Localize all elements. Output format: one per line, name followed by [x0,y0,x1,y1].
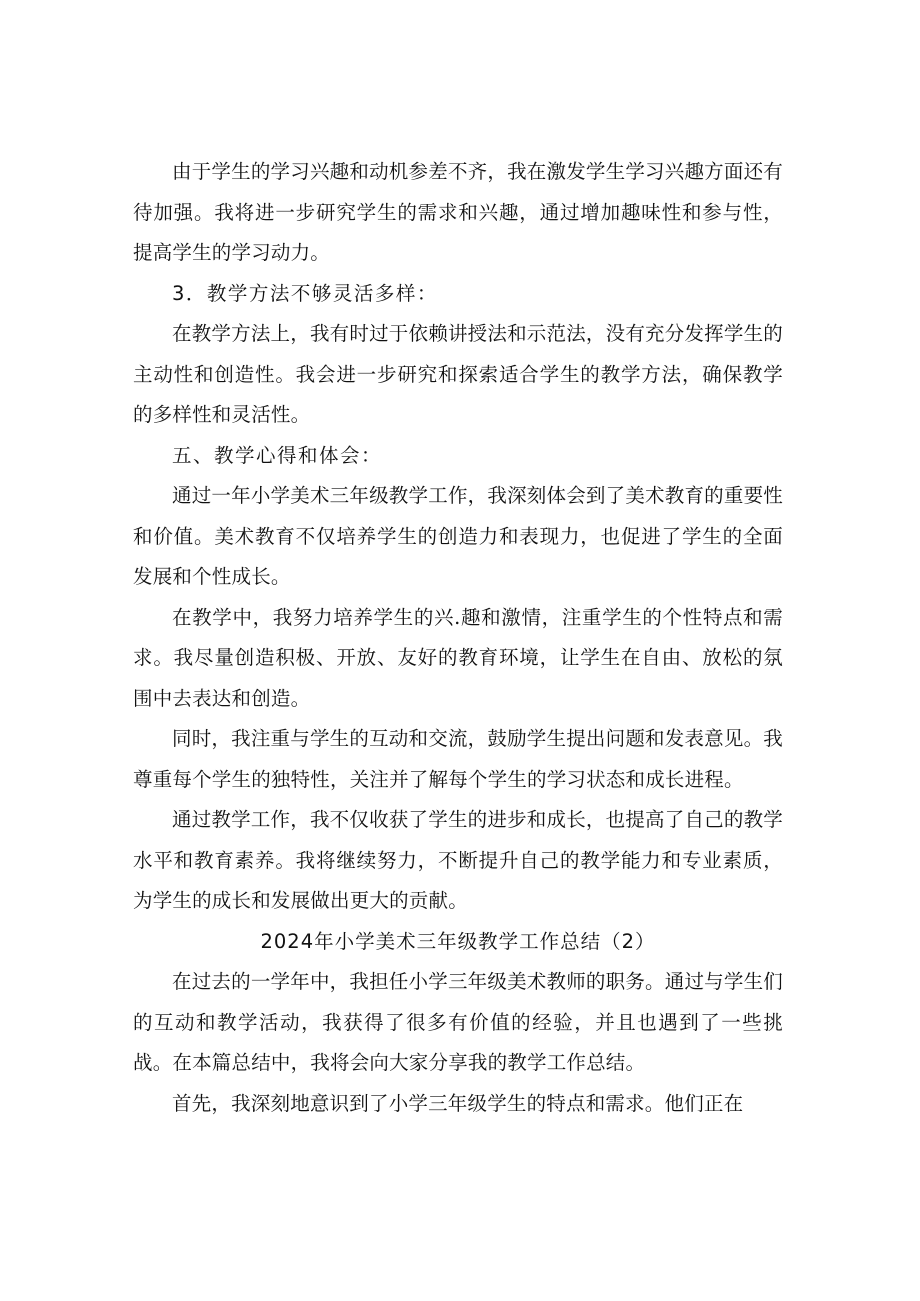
paragraph-interaction: 同时，我注重与学生的互动和交流，鼓励学生提出问题和发表意见。我尊重每个学生的独特性，关注并了解每个学生的学习状态和成长进程。 [133,727,783,791]
paragraph-student-needs: 首先，我深刻地意识到了小学三年级学生的特点和需求。他们正在 [172,1091,744,1115]
paragraph-growth: 通过教学工作，我不仅收获了学生的进步和成长，也提高了自己的教学水平和教育素养。我将继续努力，不断提升自己的教学能力和专业素质，为学生的成长和发展做出更大的贡献。 [133,808,783,912]
paragraph-interest: 由于学生的学习兴趣和动机参差不齐，我在激发学生学习兴趣方面还有待加强。我将进一步研究学生的需求和兴趣，通过增加趣味性和参与性，提高学生的学习动力。 [133,160,783,264]
list-heading-teaching-methods: 3．教学方法不够灵活多样： [172,281,438,305]
paragraph-art-education-value: 通过一年小学美术三年级教学工作，我深刻体会到了美术教育的重要性和价值。美术教育不仅培养学生的创造力和表现力，也促进了学生的全面发展和个性成长。 [133,484,783,588]
document-body [133,152,783,1124]
paragraph-teaching-methods: 在教学方法上，我有时过于依赖讲授法和示范法，没有充分发挥学生的主动性和创造性。我会进一步研究和探索适合学生的教学方法，确保教学的多样性和灵活性。 [133,322,783,426]
paragraph-interest-passion: 在教学中，我努力培养学生的兴.趣和激情，注重学生的个性特点和需求。我尽量创造积极、开放、友好的教育环境，让学生在自由、放松的氛围中去表达和创造。 [133,605,783,710]
section-heading-insights: 五、教学心得和体会： [172,443,383,467]
paragraph-past-year: 在过去的一学年中，我担任小学三年级美术教师的职务。通过与学生们的互动和教学活动，我获得了很多有价值的经验，并且也遇到了一些挑战。在本篇总结中，我将会向大家分享我的教学工作总结。 [133,970,783,1074]
document-section-title: 2024年小学美术三年级教学工作总结（2） [260,929,656,953]
